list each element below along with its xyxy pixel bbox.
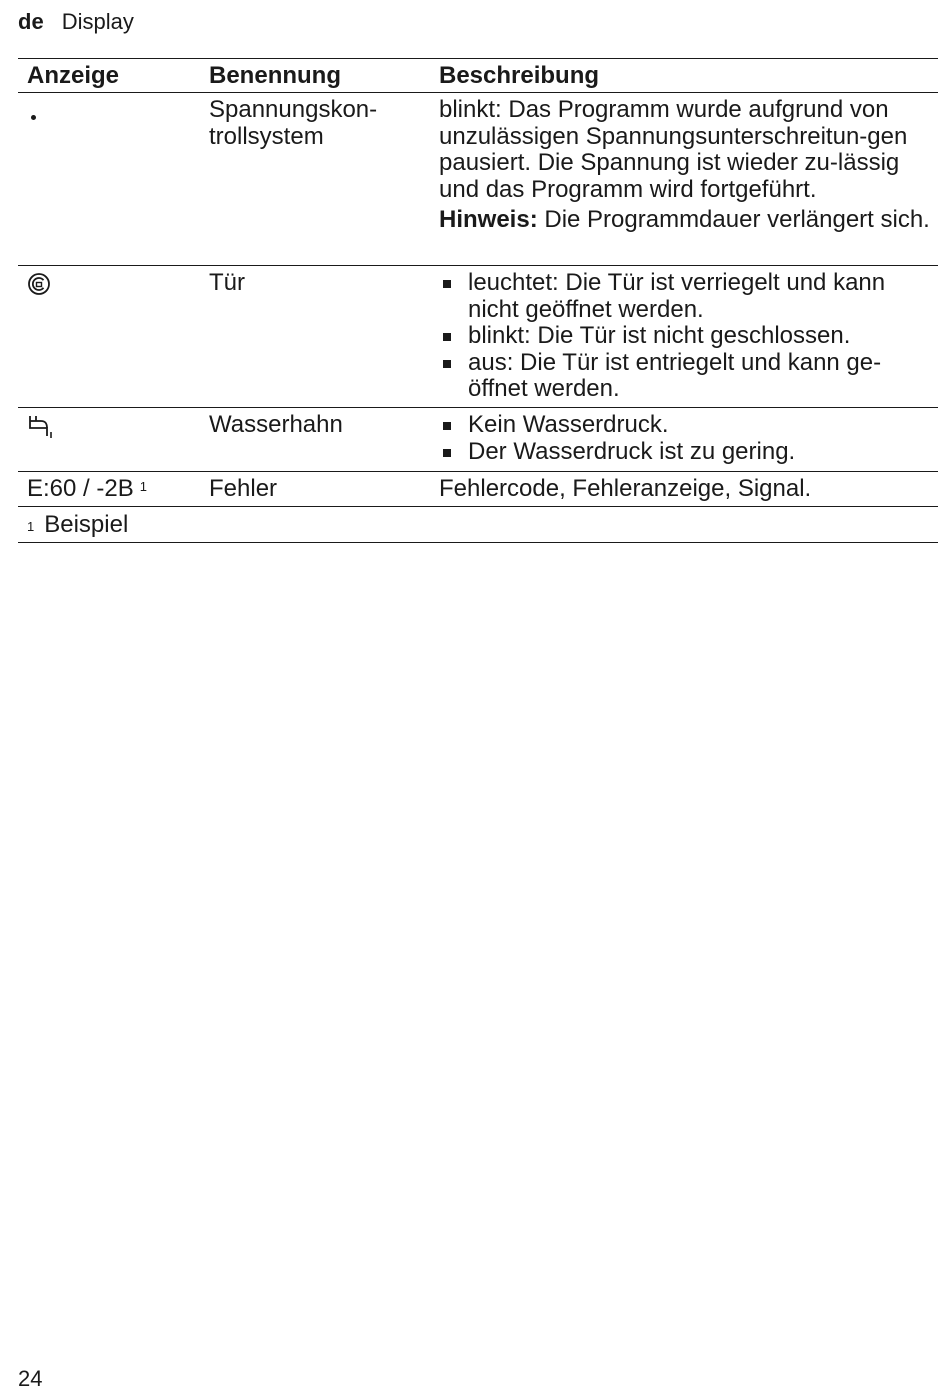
row-description: blinkt: Das Programm wurde aufgrund von unzulässigen Spannungsunterschreitun-gen pausiert. Die Spannung ist wieder zu-lässig und das Programm wird fortgeführt. — [439, 96, 908, 203]
display-cell — [18, 93, 209, 265]
door-lock-icon — [27, 272, 51, 301]
table-row — [18, 266, 938, 408]
footnote-ref: 1 — [139, 479, 147, 494]
hint-text: Die Programmdauer verlängert sich. — [537, 206, 930, 233]
column-header-benennung: Benennung — [209, 62, 341, 89]
page-number: 24 — [18, 1366, 43, 1391]
column-header-anzeige: Anzeige — [27, 62, 120, 89]
bullet-list — [439, 270, 932, 403]
water-tap-icon — [27, 414, 55, 445]
dot-icon — [31, 115, 36, 120]
bullet-list — [439, 412, 932, 465]
description-cell — [439, 266, 938, 407]
page-header — [18, 9, 134, 35]
row-name: Fehler — [209, 475, 278, 502]
list-item: blinkt: Die Tür ist nicht geschlossen. — [439, 323, 932, 350]
table-footnote — [18, 507, 938, 543]
hint-label: Hinweis: — [439, 206, 538, 233]
row-description: Fehlercode, Fehleranzeige, Signal. — [439, 475, 812, 502]
display-cell — [18, 472, 209, 506]
description-cell — [439, 408, 938, 471]
error-code: E:60 / -2B — [27, 475, 134, 502]
table-row — [18, 93, 938, 266]
name-cell — [209, 408, 439, 471]
section-title: Display — [61, 9, 134, 34]
hint-note — [439, 207, 932, 234]
row-name: Spannungskon- trollsystem — [209, 96, 378, 150]
footnote-text: Beispiel — [44, 511, 129, 538]
footnote-marker: 1 — [27, 519, 35, 534]
name-cell — [209, 93, 439, 265]
description-cell — [439, 93, 938, 265]
column-header-beschreibung: Beschreibung — [439, 62, 600, 89]
table-row — [18, 472, 938, 507]
list-item: Der Wasserdruck ist zu gering. — [439, 439, 932, 466]
display-cell — [18, 266, 209, 407]
table-row — [18, 408, 938, 472]
name-cell — [209, 266, 439, 407]
table-header — [18, 58, 938, 93]
language-code: de — [18, 9, 44, 34]
description-cell — [439, 472, 938, 506]
list-item: leuchtet: Die Tür ist verriegelt und kann nicht geöffnet werden. — [439, 270, 932, 323]
display-table — [18, 58, 938, 507]
list-item: Kein Wasserdruck. — [439, 412, 932, 439]
row-name: Wasserhahn — [209, 411, 343, 438]
list-item: aus: Die Tür ist entriegelt und kann ge-öffnet werden. — [439, 350, 932, 403]
row-name: Tür — [209, 269, 245, 296]
name-cell — [209, 472, 439, 506]
display-cell — [18, 408, 209, 471]
